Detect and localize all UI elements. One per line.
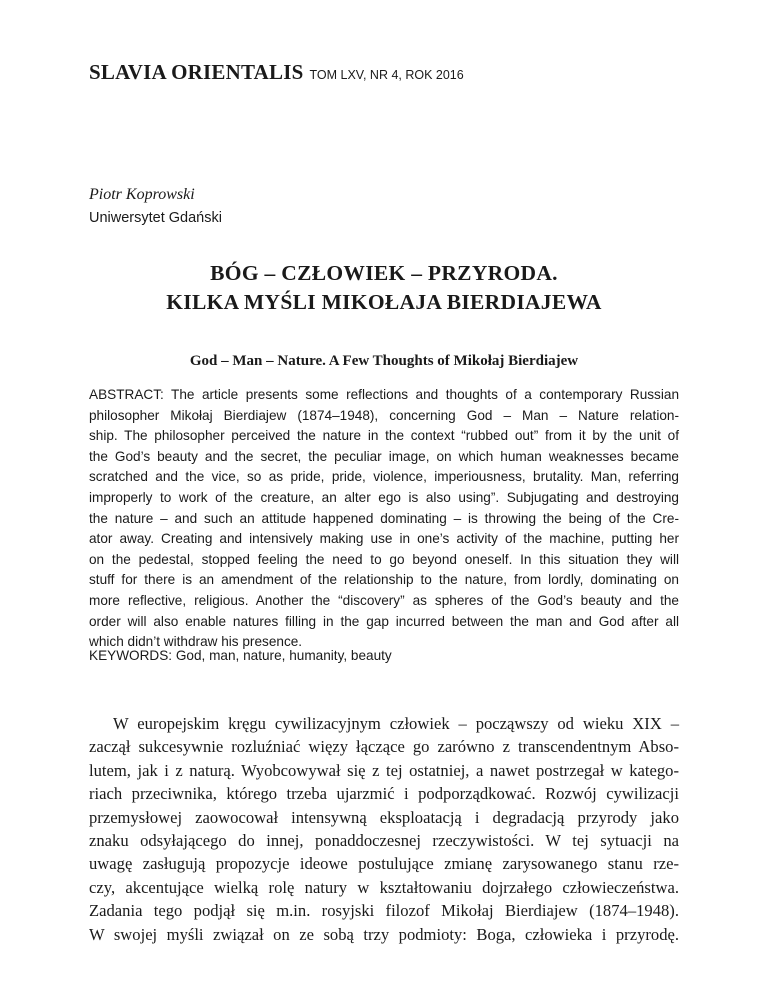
article-title-line-1: BÓG – CZŁOWIEK – PRZYRODA. [210,261,558,285]
body-line: lutem, jak i z naturą. Wyobcowywał się z tej ostatniej, a nawet postrzegał w katego- [89,760,679,780]
body-line: czy, akcentujące wielką rolę natury w kształtowaniu dojrzałego człowieczeństwa. [89,877,679,897]
abstract-line: on the pedestal, stopped feeling the need to go beyond oneself. In this situation they will [89,551,679,567]
author-name: Piotr Koprowski [89,186,195,203]
abstract-line: more reflective, religious. Another the “discovery” as spheres of the God’s beauty and the [89,592,679,608]
body-line: przemysłowej zaowocował intensywną eksploatacją i degradacją przyrody jako [89,807,679,827]
journal-issue: TOM LXV, NR 4, ROK 2016 [309,68,464,82]
abstract [89,385,679,653]
body-paragraph [89,712,679,946]
body-line: W europejskim kręgu cywilizacyjnym człowiek – począwszy od wieku XIX – [113,714,679,733]
abstract-line: ator away. Creating and intensively making use in one’s activity of the machine, putting her [89,531,679,547]
abstract-line: ship. The philosopher perceived the nature in the context “rubbed out” from it by the unit of [89,428,679,444]
body-line: uwagę zasługują propozycje ideowe postulujące zmianę zarysowanego stanu rze- [89,854,679,874]
keywords: KEYWORDS: God, man, nature, humanity, beauty [89,648,392,663]
body-line: Zadania tego podjął się m.in. rosyjski filozof Mikołaj Bierdiajew (1874–1948). [89,901,679,921]
body-line: riach przeciwnika, którego trzeba ujarzmić i podporządkować. Rozwój cywilizacji [89,784,679,804]
author-affiliation: Uniwersytet Gdański [89,210,222,226]
abstract-line: stuff for there is an amendment of the relationship to the nature, from lordly, dominating on [89,572,679,588]
english-title: God – Man – Nature. A Few Thoughts of Mikołaj Bierdiajew [189,353,579,369]
body-line: W swojej myśli związał on ze sobą trzy podmioty: Boga, człowieka i przyrodę. [89,924,679,944]
article-title-line-2: KILKA MYŚLI MIKOŁAJA BIERDIAJEWA [166,290,602,314]
journal-header [89,60,464,85]
body-line: zaczął sukcesywnie rozluźniać więzy łączące go zarówno z transcendentnym Abso- [89,737,679,757]
abstract-line: the God’s beauty and the secret, the peculiar image, on which human weaknesses became [89,448,679,464]
abstract-line: philosopher Mikołaj Bierdiajew (1874–1948), concerning God – Man – Nature relation- [89,407,679,423]
journal-name: SLAVIA ORIENTALIS [89,60,304,84]
abstract-line: the nature – and such an attitude happened dominating – is throwing the being of the Cre- [89,510,679,526]
abstract-line: scratched and the vice, so as pride, pride, violence, imperiousness, brutality. Man, referring [89,469,679,485]
article-title [89,259,679,317]
body-line: znaku odsyłającego do innej, ponaddoczesnej rzeczywistości. W tej sytuacji na [89,831,679,851]
abstract-line: improperly to work of the creature, an alter ego is also using”. Subjugating and destroying [89,489,679,505]
abstract-line: order will also enable natures filling in the gap incurred between the man and God after all [89,613,679,629]
abstract-line: which didn’t withdraw his presence. [89,634,303,650]
abstract-line: ABSTRACT: The article presents some reflections and thoughts of a contemporary Russian [89,387,679,402]
